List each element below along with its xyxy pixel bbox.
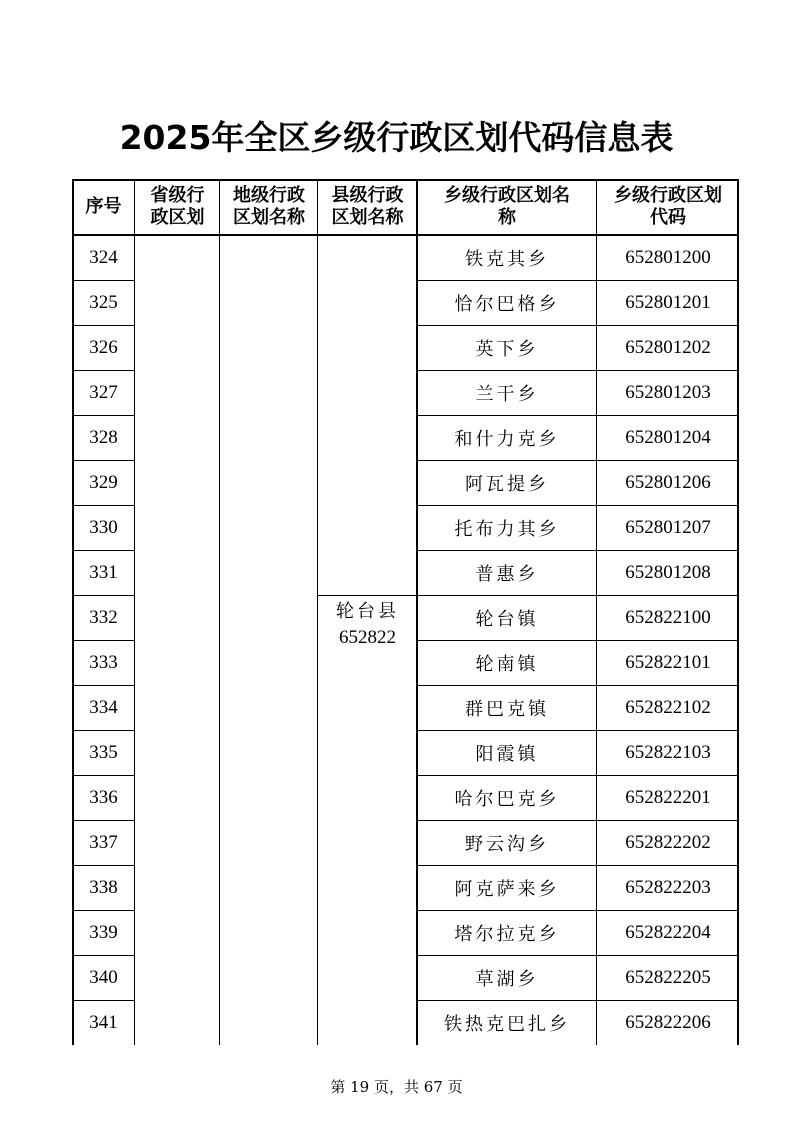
table-row-township-name: 塔尔拉克乡: [454, 923, 560, 945]
table-row-township-name: 轮南镇: [475, 653, 539, 675]
table-row-township-name: 群巴克镇: [465, 698, 549, 720]
grid-vline-right: [737, 179, 739, 1045]
header-bottom-border: [72, 234, 739, 236]
table-row-seq: 338: [89, 876, 118, 898]
table-row-township-name: 草湖乡: [475, 968, 539, 990]
grid-hline-township: [417, 1000, 739, 1001]
grid-hline-township: [417, 685, 739, 686]
grid-hline-seq: [72, 730, 135, 731]
table-row-township-code: 652822102: [625, 696, 711, 718]
region-code-table: [72, 179, 739, 1045]
grid-hline-township: [417, 550, 739, 551]
table-row-township-name: 恰尔巴格乡: [454, 293, 560, 315]
table-row-township-name: 托布力其乡: [454, 518, 560, 540]
grid-hline-seq: [72, 460, 135, 461]
table-row-seq: 325: [89, 291, 118, 313]
table-row-township-name: 英下乡: [475, 338, 539, 360]
grid-vline-left: [72, 179, 74, 1045]
grid-hline-seq: [72, 865, 135, 866]
table-row-township-code: 652801204: [625, 426, 711, 448]
table-row-seq: 331: [89, 561, 118, 583]
table-row-seq: 336: [89, 786, 118, 808]
table-row-township-code: 652801202: [625, 336, 711, 358]
table-row-seq: 340: [89, 966, 118, 988]
grid-hline-seq: [72, 1000, 135, 1001]
grid-hline-township: [417, 460, 739, 461]
table-row-township-code: 652822203: [625, 876, 711, 898]
table-row-township-code: 652822201: [625, 786, 711, 808]
table-row-township-name: 和什力克乡: [454, 428, 560, 450]
grid-hline-township: [417, 640, 739, 641]
header-seq: 序号: [85, 196, 122, 217]
grid-hline-township: [417, 820, 739, 821]
table-row-seq: 330: [89, 516, 118, 538]
grid-hline-township: [417, 865, 739, 866]
table-row-seq: 324: [89, 246, 118, 268]
table-row-seq: 339: [89, 921, 118, 943]
grid-hline-township: [417, 325, 739, 326]
table-row-township-code: 652822205: [625, 966, 711, 988]
table-row-township-code: 652801208: [625, 561, 711, 583]
grid-hline-seq: [72, 325, 135, 326]
table-row-township-code: 652822100: [625, 606, 711, 628]
grid-hline-seq: [72, 685, 135, 686]
table-row-township-name: 轮台镇: [475, 608, 539, 630]
table-row-township-code: 652822103: [625, 741, 711, 763]
grid-hline-township: [417, 730, 739, 731]
grid-vline: [134, 179, 135, 1045]
grid-vline: [317, 179, 318, 1045]
grid-hline-seq: [72, 280, 135, 281]
grid-hline-township: [417, 415, 739, 416]
header-township-code: 乡级行政区划 代码: [614, 185, 722, 228]
grid-hline-seq: [72, 370, 135, 371]
grid-hline-seq: [72, 640, 135, 641]
grid-vline: [219, 179, 220, 1045]
table-top-border: [72, 179, 739, 181]
grid-hline-seq: [72, 910, 135, 911]
grid-hline-seq: [72, 415, 135, 416]
page-footer: 第 19 页，共 67 页: [330, 1078, 463, 1096]
table-row-township-name: 铁热克巴扎乡: [444, 1013, 570, 1035]
grid-hline-township: [417, 775, 739, 776]
table-row-seq: 335: [89, 741, 118, 763]
header-county: 县级行政 区划名称: [331, 185, 404, 228]
grid-hline-seq: [72, 955, 135, 956]
table-row-township-name: 兰干乡: [475, 383, 539, 405]
table-row-seq: 332: [89, 606, 118, 628]
county-code: 652822: [339, 627, 396, 648]
grid-hline-county: [318, 595, 417, 596]
table-row-seq: 333: [89, 651, 118, 673]
grid-hline-seq: [72, 505, 135, 506]
grid-hline-seq: [72, 595, 135, 596]
table-row-seq: 341: [89, 1011, 118, 1033]
grid-hline-township: [417, 910, 739, 911]
table-row-township-code: 652801201: [625, 291, 711, 313]
table-row-seq: 328: [89, 426, 118, 448]
grid-hline-township: [417, 280, 739, 281]
grid-hline-township: [417, 505, 739, 506]
table-row-township-name: 阳霞镇: [475, 743, 539, 765]
grid-vline: [596, 179, 597, 1045]
table-row-township-name: 铁克其乡: [465, 248, 549, 270]
table-row-township-code: 652801200: [625, 246, 711, 268]
grid-hline-seq: [72, 820, 135, 821]
table-row-seq: 327: [89, 381, 118, 403]
grid-hline-township: [417, 370, 739, 371]
table-row-township-code: 652801206: [625, 471, 711, 493]
table-row-seq: 337: [89, 831, 118, 853]
page-title: 2025年全区乡级行政区划代码信息表: [119, 118, 674, 157]
table-row-township-name: 哈尔巴克乡: [454, 788, 560, 810]
table-row-township-name: 普惠乡: [475, 563, 539, 585]
table-row-township-name: 阿克萨来乡: [454, 878, 560, 900]
header-prefecture: 地级行政 区划名称: [233, 185, 305, 228]
table-row-township-name: 野云沟乡: [465, 833, 549, 855]
table-row-township-code: 652822202: [625, 831, 711, 853]
table-row-township-code: 652822206: [625, 1011, 711, 1033]
county-name: 轮台县: [336, 601, 399, 622]
grid-hline-seq: [72, 775, 135, 776]
grid-hline-township: [417, 955, 739, 956]
grid-hline-seq: [72, 550, 135, 551]
table-row-seq: 329: [89, 471, 118, 493]
table-row-township-code: 652801207: [625, 516, 711, 538]
county-cell-luntai: [318, 599, 417, 651]
table-row-township-name: 阿瓦提乡: [465, 473, 549, 495]
table-row-township-code: 652801203: [625, 381, 711, 403]
header-province: 省级行 政区划: [150, 185, 205, 228]
table-row-township-code: 652822204: [625, 921, 711, 943]
grid-vline: [416, 179, 418, 1045]
table-row-seq: 326: [89, 336, 118, 358]
header-township-name: 乡级行政区划名 称: [444, 185, 570, 228]
grid-hline-township: [417, 595, 739, 596]
table-row-township-code: 652822101: [625, 651, 711, 673]
table-row-seq: 334: [89, 696, 118, 718]
